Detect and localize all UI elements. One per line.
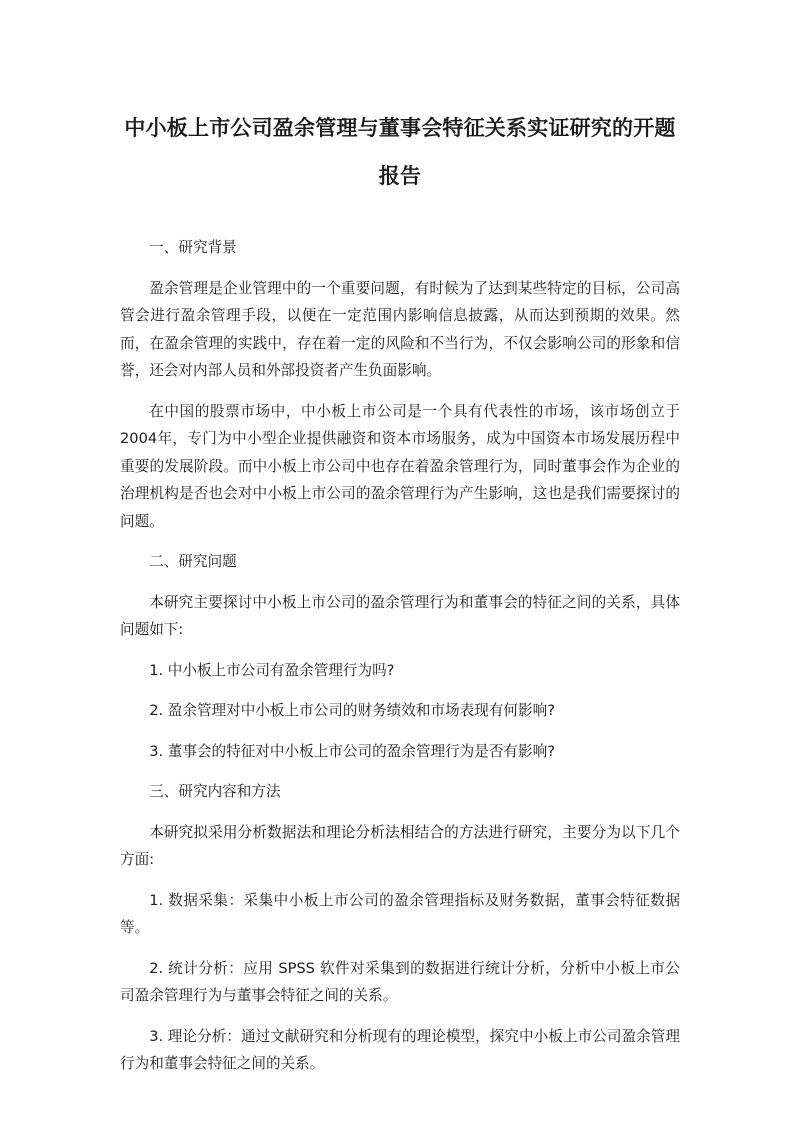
list-item: 1. 中小板上市公司有盈余管理行为吗? [149,661,395,679]
paragraph: 盈余管理是企业管理中的一个重要问题，有时候为了达到某些特定的目标，公司高管会进行盈余管理手段，以便在一定范围内影响信息披露，从而达到预期的效果。然而，在盈余管理的实践中，存在着一定的风险和不当行为，不仅会影响公司的形象和信誉，还会对内部人员和外部投资者产生负面影响。 [120,279,680,379]
document-body [120,234,680,1078]
list-item: 2. 盈余管理对中小板上市公司的财务绩效和市场表现有何影响? [149,702,555,719]
list-item: 2. 统计分析：应用 SPSS 软件对采集到的数据进行统计分析，分析中小板上市公司盈余管理行为与董事会特征之间的关系。 [120,959,680,1004]
list-item: 3. 董事会的特征对中小板上市公司的盈余管理行为是否有影响? [149,742,555,760]
list-item: 1. 数据采集：采集中小板上市公司的盈余管理指标及财务数据，董事会特征数据等。 [120,891,680,936]
paragraph: 本研究拟采用分析数据法和理论分析法相结合的方法进行研究，主要分为以下几个方面: [120,823,680,868]
document-title: 中小板上市公司盈余管理与董事会特征关系实证研究的开题报告 [124,116,676,188]
section-heading-background: 一、研究背景 [149,239,237,256]
paragraph: 本研究主要探讨中小板上市公司的盈余管理行为和董事会的特征之间的关系，具体问题如下: [120,593,680,638]
section-heading-methods: 三、研究内容和方法 [149,783,281,800]
paragraph: 在中国的股票市场中，中小板上市公司是一个具有代表性的市场，该市场创立于2004年，专门为中小型企业提供融资和资本市场服务，成为中国资本市场发展历程中重要的发展阶段。而中小板上市公司中也存在着盈余管理行为，同时董事会作为企业的治理机构是否也会对中小板上市公司的盈余管理行为产生影响，这也是我们需要探讨的问题。 [120,402,680,530]
section-heading-questions: 二、研究问题 [149,553,237,570]
list-item: 3. 理论分析：通过文献研究和分析现有的理论模型，探究中小板上市公司盈余管理行为和董事会特征之间的关系。 [120,1027,680,1072]
